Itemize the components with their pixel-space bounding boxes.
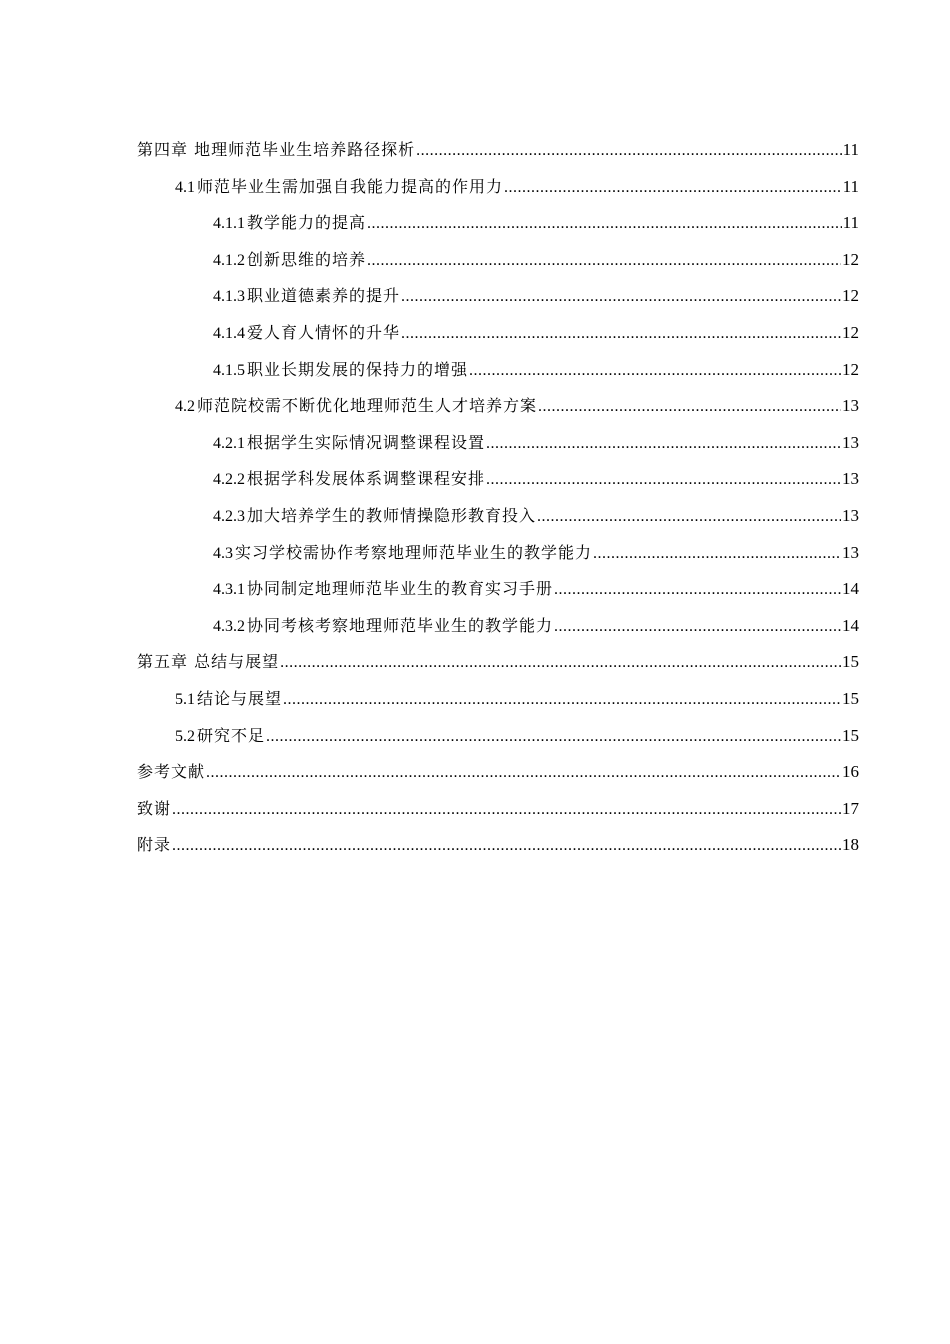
toc-leader-dots <box>401 316 841 353</box>
table-of-contents <box>137 132 859 864</box>
toc-leader-dots <box>554 572 841 609</box>
toc-entry-number: 4.2 <box>175 398 195 416</box>
toc-entry-number: 4.1.3 <box>213 288 245 306</box>
toc-entry-number: 4.2.2 <box>213 471 245 489</box>
toc-entry-text: 结论与展望 <box>197 688 283 708</box>
toc-leader-dots <box>280 645 841 682</box>
toc-entry[interactable] <box>137 498 859 535</box>
toc-page-number: 17 <box>842 798 859 818</box>
toc-entry-text: 第四章 地理师范毕业生培养路径探析 <box>137 140 416 159</box>
toc-entry-title <box>213 608 553 646</box>
toc-page-number: 13 <box>842 396 859 416</box>
toc-page-number: 13 <box>842 469 859 489</box>
toc-leader-dots <box>537 499 841 536</box>
toc-leader-dots <box>554 609 841 646</box>
toc-entry-text: 加大培养学生的教师情操隐形教育投入 <box>247 505 537 525</box>
toc-page-number: 11 <box>842 176 859 196</box>
toc-page-number: 15 <box>842 725 859 745</box>
toc-entry[interactable] <box>137 278 859 315</box>
toc-entry-text: 创新思维的培养 <box>247 249 367 269</box>
toc-entry-number: 5.1 <box>175 690 195 708</box>
toc-entry-title <box>213 352 468 390</box>
toc-entry-title <box>213 498 536 536</box>
toc-leader-dots <box>283 682 841 719</box>
toc-leader-dots <box>206 755 841 792</box>
toc-leader-dots <box>486 426 841 463</box>
toc-entry-text: 实习学校需协作考察地理师范毕业生的教学能力 <box>235 542 593 562</box>
toc-entry-title <box>213 205 366 243</box>
toc-entry-title <box>175 388 537 426</box>
toc-leader-dots <box>367 243 841 280</box>
toc-entry[interactable] <box>137 718 859 755</box>
toc-leader-dots <box>401 279 841 316</box>
toc-leader-dots <box>504 170 842 207</box>
toc-page-number: 11 <box>842 213 859 233</box>
toc-entry-text: 职业长期发展的保持力的增强 <box>247 359 469 379</box>
toc-leader-dots <box>593 536 841 573</box>
toc-entry[interactable] <box>137 352 859 389</box>
toc-entry-number: 4.1.5 <box>213 361 245 379</box>
toc-leader-dots <box>416 133 842 170</box>
toc-entry-text: 根据学生实际情况调整课程设置 <box>247 432 486 452</box>
toc-entry[interactable] <box>137 315 859 352</box>
toc-entry-text: 协同考核考察地理师范毕业生的教学能力 <box>247 615 554 635</box>
toc-leader-dots <box>172 792 841 829</box>
toc-entry[interactable] <box>137 425 859 462</box>
toc-entry-number: 4.1.2 <box>213 251 245 269</box>
toc-entry[interactable] <box>137 681 859 718</box>
toc-entry-number: 4.2.1 <box>213 434 245 452</box>
toc-entry-number: 4.1 <box>175 178 195 196</box>
toc-entry-title <box>213 461 485 499</box>
toc-entry-text: 师范毕业生需加强自我能力提高的作用力 <box>197 176 504 196</box>
toc-page-number: 12 <box>842 322 859 342</box>
toc-entry[interactable] <box>137 827 859 864</box>
toc-entry-text: 爱人育人情怀的升华 <box>247 322 401 342</box>
toc-entry-number: 4.3 <box>213 544 233 562</box>
toc-page-number: 13 <box>842 505 859 525</box>
toc-entry-text: 师范院校需不断优化地理师范生人才培养方案 <box>197 396 538 416</box>
toc-entry[interactable] <box>137 608 859 645</box>
toc-entry[interactable] <box>137 132 859 169</box>
toc-entry-number: 5.2 <box>175 727 195 745</box>
toc-entry-title <box>213 242 366 280</box>
toc-entry-text: 第五章 总结与展望 <box>137 652 280 672</box>
toc-entry[interactable] <box>137 205 859 242</box>
toc-leader-dots <box>469 353 841 390</box>
toc-entry[interactable] <box>137 571 859 608</box>
toc-entry-title <box>137 791 171 828</box>
toc-leader-dots <box>266 719 841 756</box>
toc-page-number: 18 <box>842 835 859 855</box>
toc-entry-text: 协同制定地理师范毕业生的教育实习手册 <box>247 579 554 599</box>
toc-entry-title <box>213 571 553 609</box>
toc-entry-text: 根据学科发展体系调整课程安排 <box>247 469 486 489</box>
toc-page-number: 14 <box>842 579 859 599</box>
toc-entry-title <box>213 315 400 353</box>
toc-entry-text: 附录 <box>137 835 172 855</box>
toc-page-number: 13 <box>842 432 859 452</box>
toc-entry-text: 职业道德素养的提升 <box>247 286 401 306</box>
toc-page-number: 12 <box>842 249 859 269</box>
toc-entry[interactable] <box>137 791 859 828</box>
toc-leader-dots <box>486 462 841 499</box>
toc-entry-number: 4.2.3 <box>213 507 245 525</box>
toc-entry-title <box>137 644 279 681</box>
toc-entry[interactable] <box>137 388 859 425</box>
toc-entry-title <box>137 827 171 864</box>
toc-entry[interactable] <box>137 242 859 279</box>
toc-page-number: 13 <box>842 542 859 562</box>
toc-entry-text: 致谢 <box>137 798 172 818</box>
toc-entry-number: 4.3.1 <box>213 581 245 599</box>
toc-page-number: 15 <box>842 688 859 708</box>
toc-page-number: 14 <box>842 615 859 635</box>
toc-entry-title <box>213 425 485 463</box>
toc-entry-number: 4.1.4 <box>213 324 245 342</box>
toc-entry-text: 研究不足 <box>197 725 266 745</box>
toc-leader-dots <box>538 389 841 426</box>
toc-entry[interactable] <box>137 535 859 572</box>
toc-entry-number: 4.1.1 <box>213 215 245 233</box>
toc-page-number: 16 <box>842 762 859 782</box>
toc-entry-title <box>175 169 503 207</box>
toc-entry-title <box>137 754 205 791</box>
toc-page-number: 11 <box>842 140 859 159</box>
toc-leader-dots <box>367 206 842 243</box>
toc-leader-dots <box>172 828 841 865</box>
toc-page-number: 12 <box>842 286 859 306</box>
toc-entry[interactable] <box>137 461 859 498</box>
toc-entry[interactable] <box>137 754 859 791</box>
toc-entry-text: 教学能力的提高 <box>247 213 367 233</box>
toc-page-number: 12 <box>842 359 859 379</box>
toc-entry-title <box>175 718 265 756</box>
toc-entry-title <box>213 278 400 316</box>
toc-entry-title <box>213 535 592 573</box>
toc-entry[interactable] <box>137 644 859 681</box>
toc-page-number: 15 <box>842 652 859 672</box>
toc-entry-title <box>175 681 282 719</box>
toc-entry-number: 4.3.2 <box>213 617 245 635</box>
toc-entry-text: 参考文献 <box>137 762 206 782</box>
toc-entry[interactable] <box>137 169 859 206</box>
toc-entry-title <box>137 132 415 169</box>
